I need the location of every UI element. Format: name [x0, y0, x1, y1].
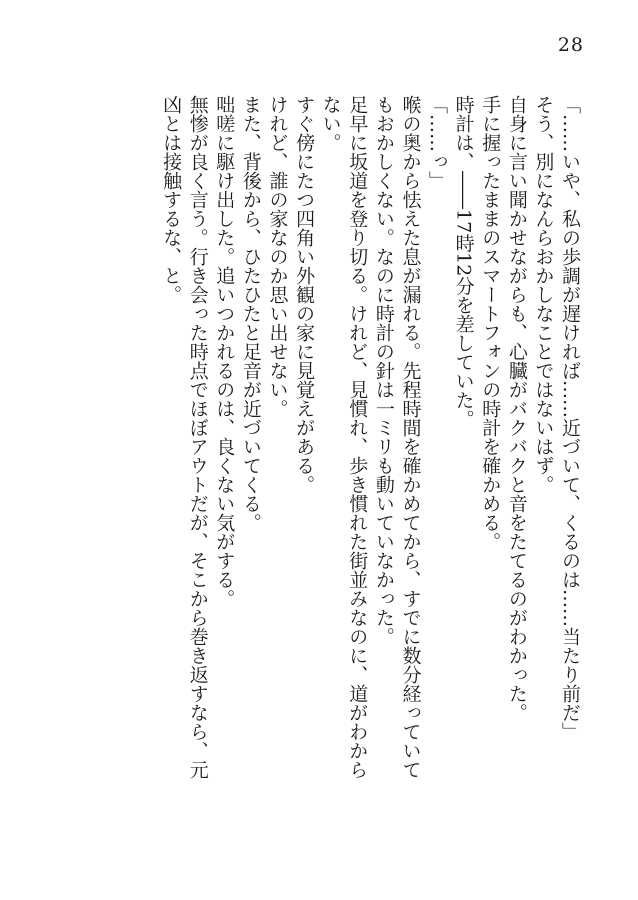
text-line: 無惨が良く言う。行き会った時点でほぼアウトだが、そこから巻き返すなら、元 [186, 95, 209, 779]
text-line: 咄嗟に駆け出した。追いつかれるのは、良くない気がする。 [213, 95, 236, 608]
text-line: そう、別になんらおかしなことではないはず。 [532, 95, 555, 494]
vertical-text-body [158, 95, 584, 855]
page-number: 28 [557, 34, 584, 56]
text-line: けれど、誰の家なのか思い出せない。 [266, 95, 289, 418]
text-line: 喉の奥から怯えた息が漏れる。先程時間を確かめてから、すでに数分経っていて [399, 95, 422, 779]
text-line: ない。 [319, 95, 342, 152]
text-line: 「……っ」 [426, 95, 449, 190]
text-line: 「……いや、私の歩調が遅ければ……近づいて、くるのは……当たり前だ」 [559, 95, 581, 741]
text-line: また、背後から、ひたひたと足音が近づいてくる。 [239, 95, 262, 532]
text-line: もおかしくない。なのに時計の針は一ミリも動いていなかった。 [372, 95, 395, 646]
text-line: 自身に言い聞かせながらも、心臓がバクバクと音をたてるのがわかった。 [505, 95, 528, 722]
text-line: 凶とは接触するな、と。 [160, 95, 183, 304]
text-line: 手に握ったままのスマートフォンの時計を確かめる。 [479, 95, 502, 551]
text-line: すぐ傍にたつ四角い外観の家に見覚えがある。 [293, 95, 316, 494]
text-line: 時計は、――17時12分を差していた。 [452, 95, 475, 429]
text-line: 足早に坂道を登り切る。けれど、見慣れ、歩き慣れた街並みなのに、道がわから [346, 95, 369, 779]
